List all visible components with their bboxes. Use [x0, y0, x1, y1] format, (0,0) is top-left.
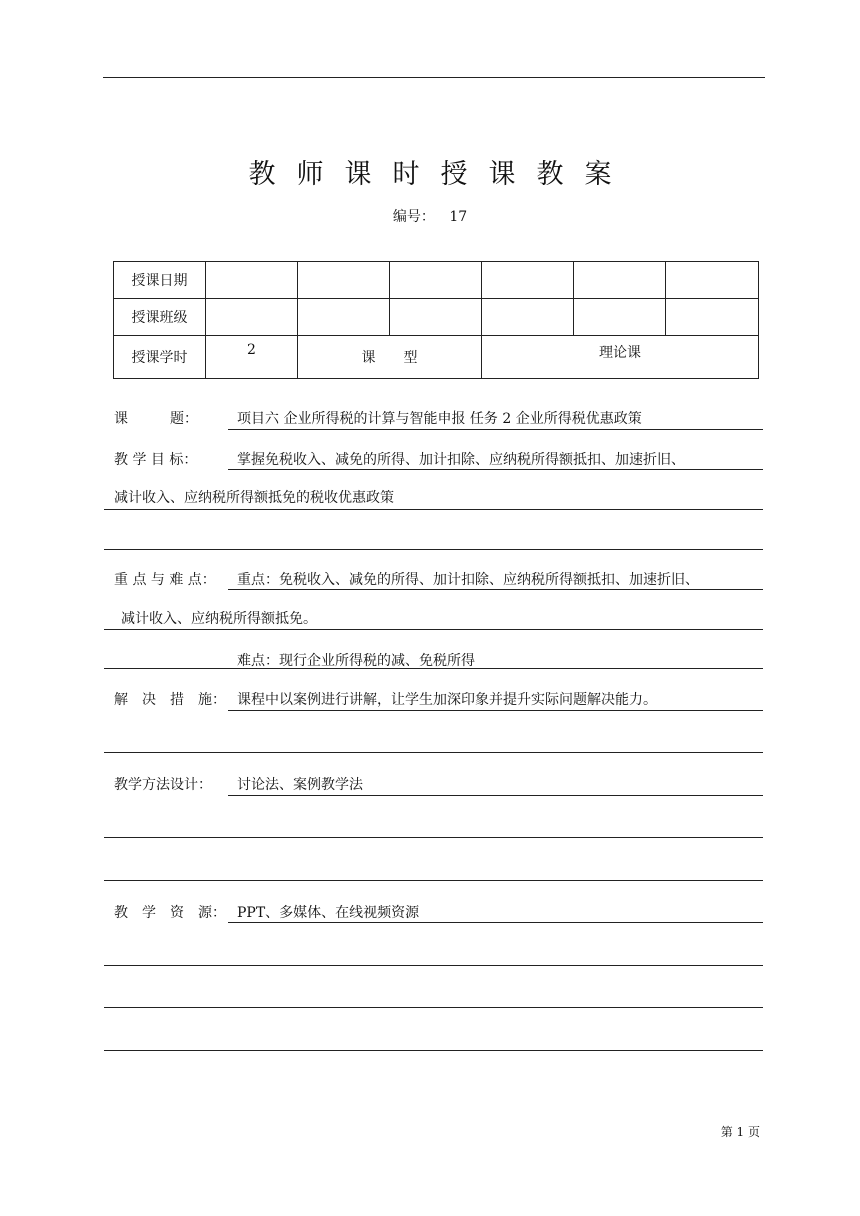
table-cell — [574, 262, 666, 299]
page-number: 第 1 页 — [720, 1125, 760, 1139]
table-row — [114, 336, 759, 379]
page-title: 教师课时授课教案 — [248, 159, 633, 190]
type-label: 课 型 — [298, 336, 482, 379]
key-value-line1: 重点：免税收入、减免的所得、加计扣除、应纳税所得额抵扣、加速折旧、 — [237, 572, 699, 588]
table-row — [114, 299, 759, 336]
hours-label: 授课学时 — [114, 336, 206, 379]
resource-value: PPT、多媒体、在线视频资源 — [237, 905, 420, 921]
table-cell — [482, 262, 574, 299]
key-value-line3: 难点：现行企业所得税的减、免税所得 — [237, 653, 475, 669]
table-cell — [298, 299, 390, 336]
method-underline-2 — [104, 837, 763, 838]
goal-underline-3 — [104, 549, 763, 550]
table-cell — [574, 299, 666, 336]
table-cell — [206, 262, 298, 299]
table-row — [114, 262, 759, 299]
resource-label: 教 学 资 源： — [114, 905, 226, 921]
serial-label: 编号： — [392, 209, 435, 225]
goal-value-line1: 掌握免税收入、减免的所得、加计扣除、应纳税所得额抵扣、加速折旧、 — [237, 452, 685, 468]
solution-label: 解 决 措 施： — [114, 692, 226, 708]
topic-underline — [228, 429, 763, 430]
table-cell — [666, 299, 759, 336]
resource-underline-4 — [104, 1050, 763, 1051]
goal-label: 教 学 目 标： — [114, 452, 198, 468]
resource-underline-3 — [104, 1007, 763, 1008]
solution-value: 课程中以案例进行讲解，让学生加深印象并提升实际问题解决能力。 — [237, 692, 657, 708]
date-label: 授课日期 — [114, 262, 206, 299]
key-underline-2 — [104, 629, 763, 630]
table-cell — [390, 262, 482, 299]
serial-value: 17 — [449, 209, 468, 225]
method-value: 讨论法、案例教学法 — [237, 777, 363, 793]
resource-underline — [228, 922, 763, 923]
method-underline-3 — [104, 880, 763, 881]
hours-value: 2 — [206, 336, 298, 379]
key-value-line2: 减计收入、应纳税所得额抵免。 — [121, 611, 317, 627]
goal-underline — [228, 469, 763, 470]
resource-underline-2 — [104, 965, 763, 966]
goal-underline-2 — [104, 509, 763, 510]
solution-underline — [228, 710, 763, 711]
table-cell — [666, 262, 759, 299]
topic-value: 项目六 企业所得税的计算与智能申报 任务 2 企业所得税优惠政策 — [237, 411, 642, 427]
key-underline-3 — [104, 668, 763, 669]
key-label: 重 点 与 难 点： — [114, 572, 216, 588]
type-value: 理论课 — [482, 336, 759, 379]
method-underline — [228, 795, 763, 796]
method-label: 教学方法设计： — [114, 777, 212, 793]
goal-value-line2: 减计收入、应纳税所得额抵免的税收优惠政策 — [114, 490, 394, 506]
table-cell — [390, 299, 482, 336]
schedule-table — [113, 261, 759, 379]
class-label: 授课班级 — [114, 299, 206, 336]
table-cell — [298, 262, 390, 299]
header-rule — [103, 77, 765, 78]
table-cell — [206, 299, 298, 336]
solution-underline-2 — [104, 752, 763, 753]
key-underline — [228, 589, 763, 590]
serial-number — [0, 206, 860, 226]
table-cell — [482, 299, 574, 336]
topic-label: 课 题： — [114, 411, 198, 427]
